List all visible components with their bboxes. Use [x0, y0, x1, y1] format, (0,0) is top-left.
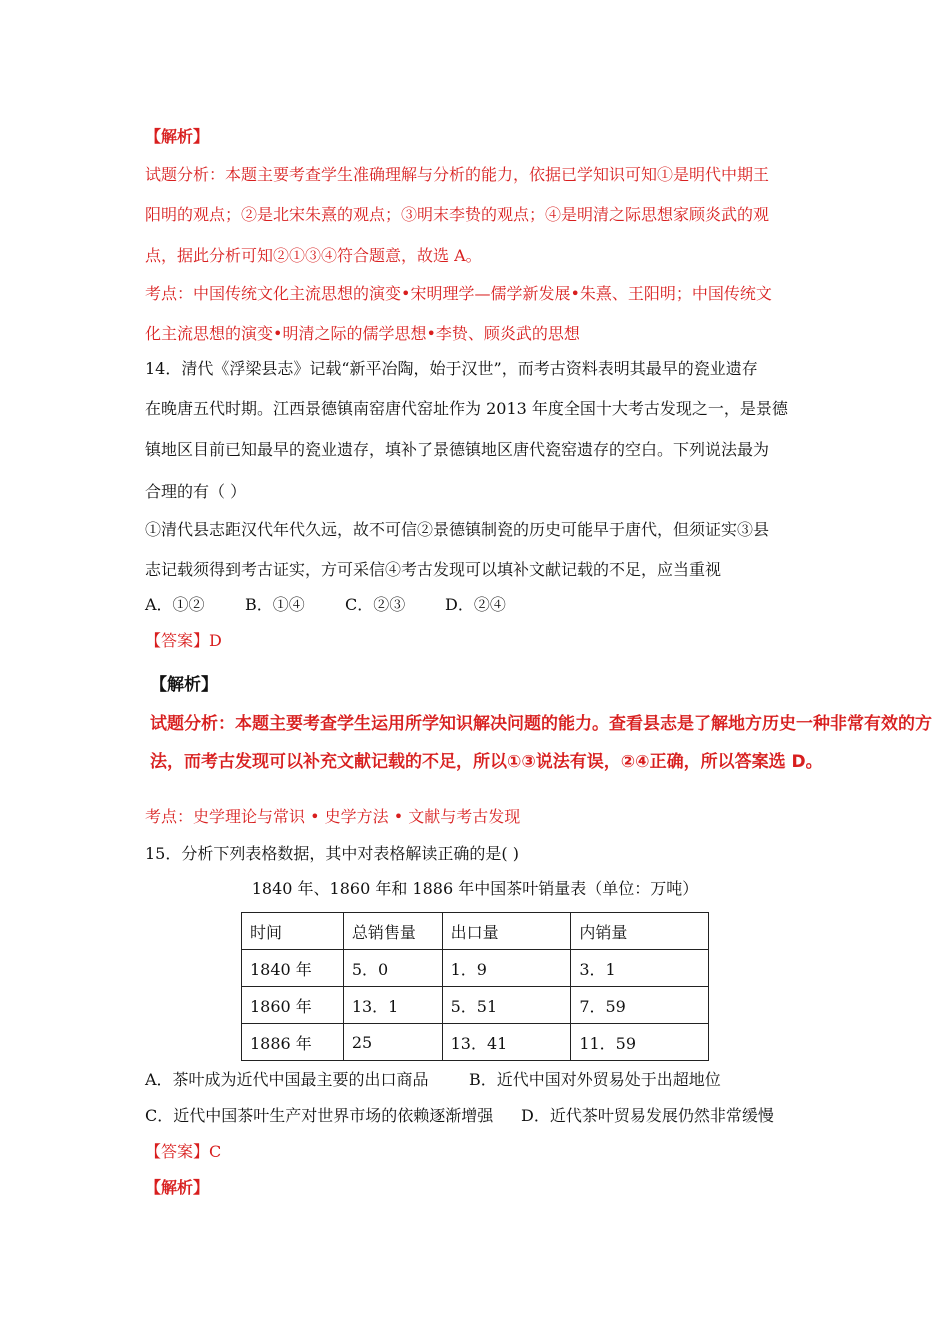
q14-options	[145, 594, 506, 616]
q14-option-a: A．①②	[145, 595, 205, 614]
table-cell: 7．59	[571, 987, 709, 1024]
q14-option-d: D．②④	[445, 595, 506, 614]
q15-table-caption: 1840 年、1860 年和 1886 年中国茶叶销量表（单位：万吨）	[251, 879, 699, 898]
q15-option-a: A．茶叶成为近代中国最主要的出口商品	[145, 1070, 429, 1089]
q13-kaodian-line-2: 化主流思想的演变•明清之际的儒学思想•李贽、顾炎武的思想	[145, 324, 580, 343]
q15-options-line-1	[145, 1069, 721, 1091]
table-cell: 13．1	[343, 987, 442, 1024]
q15-analysis-header: 【解析】	[145, 1178, 210, 1197]
table-cell: 25	[343, 1024, 442, 1061]
table-cell: 1840 年	[242, 950, 344, 987]
q14-analysis-header: 【解析】	[150, 675, 218, 695]
q15-option-d: D．近代茶叶贸易发展仍然非常缓慢	[521, 1106, 774, 1125]
q13-analysis-line-1: 试题分析：本题主要考查学生准确理解与分析的能力，依据已学知识可知①是明代中期王	[145, 165, 770, 184]
q13-kaodian-line-1: 考点：中国传统文化主流思想的演变•宋明理学—儒学新发展•朱熹、王阳明；中国传统文	[145, 284, 772, 303]
table-cell: 5．0	[343, 950, 442, 987]
table-row	[242, 987, 709, 1024]
tea-sales-table	[241, 912, 709, 1061]
q14-option-c: C．②③	[345, 595, 406, 614]
table-cell: 1860 年	[242, 987, 344, 1024]
table-header-cell: 出口量	[442, 913, 571, 950]
table-row	[242, 950, 709, 987]
q14-analysis-line-2: 法，而考古发现可以补充文献记载的不足，所以①③说法有误，②④正确，所以答案选 D。	[150, 752, 823, 772]
q14-stem-line-1: 14．清代《浮梁县志》记载“新平冶陶，始于汉世”，而考古资料表明其最早的瓷业遗存	[145, 359, 758, 378]
q14-stem-line-3: 镇地区目前已知最早的瓷业遗存，填补了景德镇地区唐代瓷窑遗存的空白。下列说法最为	[145, 440, 770, 459]
table-row	[242, 1024, 709, 1061]
q14-stem-line-4: 合理的有（ ）	[145, 482, 247, 501]
table-cell: 5．51	[442, 987, 571, 1024]
q14-answer: 【答案】D	[145, 631, 222, 650]
q14-statement-line-2: 志记载须得到考古证实，方可采信④考古发现可以填补文献记载的不足，应当重视	[145, 560, 722, 579]
q14-statement-line-1: ①清代县志距汉代年代久远，故不可信②景德镇制瓷的历史可能早于唐代，但须证实③县	[145, 520, 770, 539]
table-cell: 13．41	[442, 1024, 571, 1061]
table-cell: 1886 年	[242, 1024, 344, 1061]
q15-answer: 【答案】C	[145, 1142, 222, 1161]
table-cell: 1．9	[442, 950, 571, 987]
table-header-row	[242, 913, 709, 950]
table-header-cell: 时间	[242, 913, 344, 950]
q14-stem-line-2: 在晚唐五代时期。江西景德镇南窑唐代窑址作为 2013 年度全国十大考古发现之一，是景德	[145, 399, 788, 418]
table-cell: 11．59	[571, 1024, 709, 1061]
table-header-cell: 内销量	[571, 913, 709, 950]
q14-kaodian: 考点：史学理论与常识 • 史学方法 • 文献与考古发现	[145, 807, 521, 826]
q14-analysis-line-1: 试题分析：本题主要考查学生运用所学知识解决问题的能力。查看县志是了解地方历史一种非常有效的方	[150, 714, 932, 734]
q15-options-line-2	[145, 1105, 774, 1127]
q13-analysis-line-3: 点，据此分析可知②①③④符合题意，故选 A。	[145, 246, 482, 265]
table-header-cell: 总销售量	[343, 913, 442, 950]
table-cell: 3．1	[571, 950, 709, 987]
q15-option-b: B．近代中国对外贸易处于出超地位	[469, 1070, 721, 1089]
q15-stem: 15．分析下列表格数据，其中对表格解读正确的是( )	[145, 844, 519, 863]
q13-analysis-line-2: 阳明的观点；②是北宋朱熹的观点；③明末李贽的观点；④是明清之际思想家顾炎武的观	[145, 205, 770, 224]
q14-option-b: B．①④	[245, 595, 305, 614]
q13-analysis-header: 【解析】	[145, 127, 210, 146]
q15-option-c: C．近代中国茶叶生产对世界市场的依赖逐渐增强	[145, 1106, 494, 1125]
